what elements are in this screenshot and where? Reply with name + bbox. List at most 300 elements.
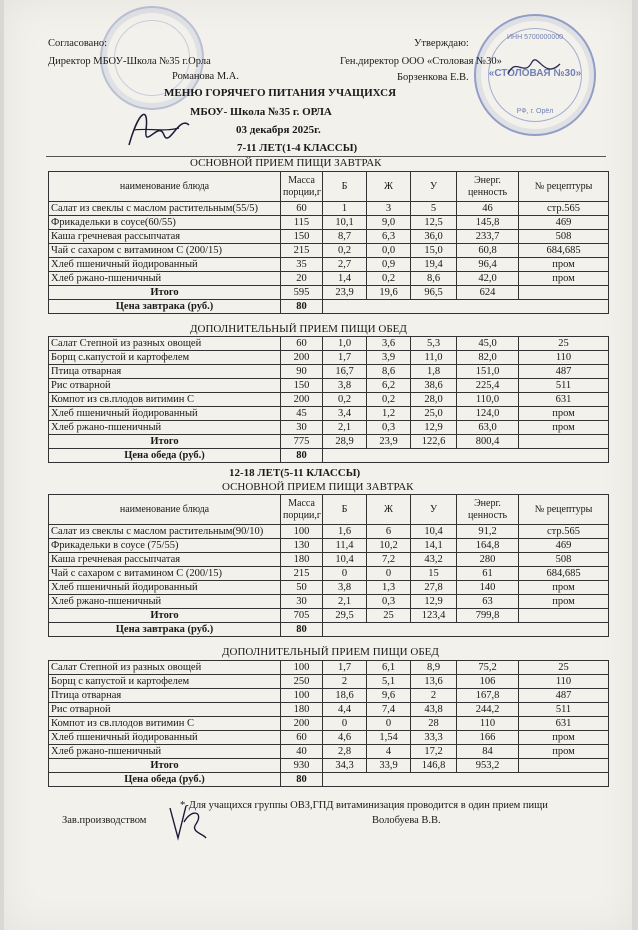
total-fats: 23,9 bbox=[367, 435, 411, 449]
col-name-header: наименование блюда bbox=[49, 495, 281, 525]
dish-proteins: 1,7 bbox=[323, 661, 367, 675]
dish-recipe: 110 bbox=[519, 351, 609, 365]
dish-fats: 0 bbox=[367, 717, 411, 731]
dish-proteins: 10,1 bbox=[323, 216, 367, 230]
dish-mass: 100 bbox=[281, 689, 323, 703]
dish-fats: 3,6 bbox=[367, 337, 411, 351]
dish-fats: 1,54 bbox=[367, 731, 411, 745]
col-zh-header: Ж bbox=[367, 172, 411, 202]
dish-recipe: пром bbox=[519, 745, 609, 759]
dish-proteins: 1,6 bbox=[323, 525, 367, 539]
gendirector-signature bbox=[504, 50, 564, 84]
dish-row bbox=[49, 539, 609, 553]
dish-name: Салат Степной из разных овощей bbox=[49, 337, 281, 351]
dish-energy: 84 bbox=[457, 745, 519, 759]
dish-row bbox=[49, 393, 609, 407]
total-proteins: 28,9 bbox=[323, 435, 367, 449]
dish-energy: 280 bbox=[457, 553, 519, 567]
price-value: 80 bbox=[281, 623, 323, 637]
dish-fats: 10,2 bbox=[367, 539, 411, 553]
dish-recipe: стр.565 bbox=[519, 202, 609, 216]
dish-mass: 60 bbox=[281, 202, 323, 216]
dish-name: Хлеб ржано-пшеничный bbox=[49, 272, 281, 286]
dish-fats: 0 bbox=[367, 567, 411, 581]
total-proteins: 29,5 bbox=[323, 609, 367, 623]
group2-lunch-title: ДОПОЛНИТЕЛЬНЫЙ ПРИЕМ ПИЩИ ОБЕД bbox=[222, 646, 439, 658]
total-carbs: 123,4 bbox=[411, 609, 457, 623]
production-head-signature bbox=[164, 798, 210, 846]
dish-fats: 0,0 bbox=[367, 244, 411, 258]
dish-proteins: 4,4 bbox=[323, 703, 367, 717]
dish-proteins: 1,0 bbox=[323, 337, 367, 351]
total-row bbox=[49, 286, 609, 300]
dish-energy: 145,8 bbox=[457, 216, 519, 230]
total-energy: 624 bbox=[457, 286, 519, 300]
dish-proteins: 1,4 bbox=[323, 272, 367, 286]
total-row bbox=[49, 759, 609, 773]
dish-energy: 164,8 bbox=[457, 539, 519, 553]
dish-carbs: 38,6 bbox=[411, 379, 457, 393]
dish-fats: 1,3 bbox=[367, 581, 411, 595]
production-head-name: Волобуева В.В. bbox=[372, 815, 441, 826]
dish-mass: 20 bbox=[281, 272, 323, 286]
dish-name: Рис отварной bbox=[49, 379, 281, 393]
price-value: 80 bbox=[281, 300, 323, 314]
dish-recipe: пром bbox=[519, 731, 609, 745]
dish-row bbox=[49, 731, 609, 745]
dish-row bbox=[49, 745, 609, 759]
director-signature bbox=[124, 100, 194, 160]
dish-energy: 124,0 bbox=[457, 407, 519, 421]
dish-carbs: 1,8 bbox=[411, 365, 457, 379]
dish-name: Салат из свеклы с маслом растительным(55/5) bbox=[49, 202, 281, 216]
dish-energy: 110,0 bbox=[457, 393, 519, 407]
col-energy-header: Энерг. ценность bbox=[457, 172, 519, 202]
price-label: Цена завтрака (руб.) bbox=[49, 300, 281, 314]
footnote: *-Для учащихся группы ОВЗ,ГПД витаминизация проводится в один прием пищи bbox=[180, 800, 548, 811]
total-recipe bbox=[519, 435, 609, 449]
dish-proteins: 1,7 bbox=[323, 351, 367, 365]
dish-energy: 82,0 bbox=[457, 351, 519, 365]
dish-name: Рис отварной bbox=[49, 703, 281, 717]
dish-mass: 50 bbox=[281, 581, 323, 595]
col-b-header: Б bbox=[323, 495, 367, 525]
dish-row bbox=[49, 675, 609, 689]
total-energy: 953,2 bbox=[457, 759, 519, 773]
total-row bbox=[49, 435, 609, 449]
dish-mass: 215 bbox=[281, 567, 323, 581]
dish-proteins: 16,7 bbox=[323, 365, 367, 379]
dish-mass: 60 bbox=[281, 731, 323, 745]
price-row bbox=[49, 773, 609, 787]
col-u-header: У bbox=[411, 172, 457, 202]
dish-name: Птица отварная bbox=[49, 689, 281, 703]
group2-title: 12-18 ЛЕТ(5-11 КЛАССЫ) bbox=[229, 467, 361, 479]
total-mass: 930 bbox=[281, 759, 323, 773]
group1-breakfast-title: ОСНОВНОЙ ПРИЕМ ПИЩИ ЗАВТРАК bbox=[190, 157, 382, 169]
dish-name: Фрикадельки в соусе (75/55) bbox=[49, 539, 281, 553]
dish-row bbox=[49, 595, 609, 609]
dish-row bbox=[49, 365, 609, 379]
dish-proteins: 18,6 bbox=[323, 689, 367, 703]
dish-recipe: 508 bbox=[519, 553, 609, 567]
dish-mass: 40 bbox=[281, 745, 323, 759]
menu-title: МЕНЮ ГОРЯЧЕГО ПИТАНИЯ УЧАЩИХСЯ bbox=[164, 87, 397, 99]
dish-recipe: стр.565 bbox=[519, 525, 609, 539]
dish-carbs: 28 bbox=[411, 717, 457, 731]
dish-mass: 200 bbox=[281, 351, 323, 365]
dish-mass: 90 bbox=[281, 365, 323, 379]
dish-fats: 0,3 bbox=[367, 595, 411, 609]
col-recipe-header: № рецептуры bbox=[519, 495, 609, 525]
price-row bbox=[49, 623, 609, 637]
dish-fats: 7,2 bbox=[367, 553, 411, 567]
dish-energy: 140 bbox=[457, 581, 519, 595]
dish-recipe: 25 bbox=[519, 661, 609, 675]
dish-fats: 0,2 bbox=[367, 393, 411, 407]
left-approval-label: Согласовано: bbox=[48, 38, 108, 49]
dish-recipe: 110 bbox=[519, 675, 609, 689]
group2-breakfast-table bbox=[48, 494, 609, 637]
dish-energy: 106 bbox=[457, 675, 519, 689]
dish-row bbox=[49, 421, 609, 435]
dish-recipe: пром bbox=[519, 581, 609, 595]
total-fats: 33,9 bbox=[367, 759, 411, 773]
right-approval-position: Ген.директор ООО «Столовая №30» bbox=[340, 56, 502, 67]
dish-proteins: 3,4 bbox=[323, 407, 367, 421]
dish-carbs: 33,3 bbox=[411, 731, 457, 745]
left-approval-position: Директор МБОУ-Школа №35 г.Орла bbox=[48, 56, 211, 67]
dish-fats: 6,3 bbox=[367, 230, 411, 244]
dish-mass: 60 bbox=[281, 337, 323, 351]
dish-recipe: 487 bbox=[519, 365, 609, 379]
dish-fats: 0,3 bbox=[367, 421, 411, 435]
dish-mass: 200 bbox=[281, 393, 323, 407]
dish-recipe: 684,685 bbox=[519, 567, 609, 581]
dish-fats: 6,2 bbox=[367, 379, 411, 393]
total-carbs: 96,5 bbox=[411, 286, 457, 300]
dish-carbs: 5 bbox=[411, 202, 457, 216]
dish-recipe: 508 bbox=[519, 230, 609, 244]
dish-proteins: 3,8 bbox=[323, 379, 367, 393]
dish-row bbox=[49, 689, 609, 703]
dish-carbs: 2 bbox=[411, 689, 457, 703]
price-filler bbox=[323, 300, 609, 314]
dish-proteins: 0 bbox=[323, 717, 367, 731]
total-mass: 705 bbox=[281, 609, 323, 623]
dish-name: Салат из свеклы с маслом растительным(90/10) bbox=[49, 525, 281, 539]
dish-name: Хлеб ржано-пшеничный bbox=[49, 421, 281, 435]
dish-carbs: 14,1 bbox=[411, 539, 457, 553]
col-name-header: наименование блюда bbox=[49, 172, 281, 202]
price-value: 80 bbox=[281, 449, 323, 463]
price-filler bbox=[323, 773, 609, 787]
group1-lunch-title: ДОПОЛНИТЕЛЬНЫЙ ПРИЕМ ПИЩИ ОБЕД bbox=[190, 323, 407, 335]
dish-fats: 0,9 bbox=[367, 258, 411, 272]
dish-proteins: 0,2 bbox=[323, 393, 367, 407]
total-label: Итого bbox=[49, 759, 281, 773]
dish-fats: 6,1 bbox=[367, 661, 411, 675]
dish-carbs: 15,0 bbox=[411, 244, 457, 258]
dish-energy: 63,0 bbox=[457, 421, 519, 435]
dish-name: Хлеб ржано-пшеничный bbox=[49, 595, 281, 609]
dish-proteins: 10,4 bbox=[323, 553, 367, 567]
dish-name: Хлеб пшеничный йодированный bbox=[49, 581, 281, 595]
dish-mass: 150 bbox=[281, 230, 323, 244]
price-value: 80 bbox=[281, 773, 323, 787]
dish-row bbox=[49, 258, 609, 272]
dish-proteins: 2,7 bbox=[323, 258, 367, 272]
dish-name: Салат Степной из разных овощей bbox=[49, 661, 281, 675]
dish-carbs: 10,4 bbox=[411, 525, 457, 539]
dish-proteins: 2,1 bbox=[323, 421, 367, 435]
col-zh-header: Ж bbox=[367, 495, 411, 525]
dish-name: Чай с сахаром с витамином С (200/15) bbox=[49, 567, 281, 581]
group1-lunch-table bbox=[48, 336, 609, 463]
dish-fats: 3,9 bbox=[367, 351, 411, 365]
header-row bbox=[49, 172, 609, 202]
dish-proteins: 2,8 bbox=[323, 745, 367, 759]
dish-name: Фрикадельки в соусе(60/55) bbox=[49, 216, 281, 230]
dish-row bbox=[49, 244, 609, 258]
dish-recipe: 631 bbox=[519, 393, 609, 407]
total-label: Итого bbox=[49, 286, 281, 300]
col-mass-header: Масса порции,г bbox=[281, 495, 323, 525]
dish-carbs: 15 bbox=[411, 567, 457, 581]
dish-carbs: 28,0 bbox=[411, 393, 457, 407]
dish-energy: 46 bbox=[457, 202, 519, 216]
dish-energy: 42,0 bbox=[457, 272, 519, 286]
dish-name: Каша гречневая рассыпчатая bbox=[49, 230, 281, 244]
dish-energy: 61 bbox=[457, 567, 519, 581]
stamp-name: «СТОЛОВАЯ №30» bbox=[488, 68, 582, 79]
total-carbs: 146,8 bbox=[411, 759, 457, 773]
dish-carbs: 43,8 bbox=[411, 703, 457, 717]
total-proteins: 23,9 bbox=[323, 286, 367, 300]
dish-carbs: 17,2 bbox=[411, 745, 457, 759]
dish-name: Чай с сахаром с витамином С (200/15) bbox=[49, 244, 281, 258]
group2-breakfast-title: ОСНОВНОЙ ПРИЕМ ПИЩИ ЗАВТРАК bbox=[222, 481, 414, 493]
dish-carbs: 27,8 bbox=[411, 581, 457, 595]
left-approval-name: Романова М.А. bbox=[172, 71, 240, 82]
dish-row bbox=[49, 379, 609, 393]
dish-name: Хлеб ржано-пшеничный bbox=[49, 745, 281, 759]
dish-name: Хлеб пшеничный йодированный bbox=[49, 407, 281, 421]
group1-title: 7-11 ЛЕТ(1-4 КЛАССЫ) bbox=[237, 142, 358, 154]
col-mass-header: Масса порции,г bbox=[281, 172, 323, 202]
dish-fats: 0,2 bbox=[367, 272, 411, 286]
dish-name: Компот из св.плодов витимин С bbox=[49, 717, 281, 731]
price-filler bbox=[323, 623, 609, 637]
dish-carbs: 12,9 bbox=[411, 421, 457, 435]
dish-recipe: пром bbox=[519, 595, 609, 609]
dish-row bbox=[49, 202, 609, 216]
right-approval-label: Утверждаю: bbox=[414, 38, 469, 49]
dish-carbs: 43,2 bbox=[411, 553, 457, 567]
right-approval-name: Борзенкова Е.В. bbox=[397, 72, 469, 83]
dish-recipe: 469 bbox=[519, 539, 609, 553]
dish-mass: 30 bbox=[281, 595, 323, 609]
dish-mass: 150 bbox=[281, 379, 323, 393]
stamp-city: РФ, г. Орёл bbox=[516, 108, 554, 115]
dish-recipe: пром bbox=[519, 272, 609, 286]
dish-fats: 5,1 bbox=[367, 675, 411, 689]
dish-recipe: 487 bbox=[519, 689, 609, 703]
dish-carbs: 19,4 bbox=[411, 258, 457, 272]
dish-carbs: 25,0 bbox=[411, 407, 457, 421]
dish-energy: 60,8 bbox=[457, 244, 519, 258]
dish-mass: 180 bbox=[281, 553, 323, 567]
dish-row bbox=[49, 216, 609, 230]
dish-recipe: 511 bbox=[519, 703, 609, 717]
dish-proteins: 0,2 bbox=[323, 244, 367, 258]
dish-mass: 35 bbox=[281, 258, 323, 272]
total-recipe bbox=[519, 286, 609, 300]
dish-recipe: 25 bbox=[519, 337, 609, 351]
dish-mass: 180 bbox=[281, 703, 323, 717]
dish-energy: 45,0 bbox=[457, 337, 519, 351]
dish-mass: 100 bbox=[281, 661, 323, 675]
dish-carbs: 5,3 bbox=[411, 337, 457, 351]
col-energy-header: Энерг. ценность bbox=[457, 495, 519, 525]
dish-recipe: пром bbox=[519, 258, 609, 272]
dish-recipe: 511 bbox=[519, 379, 609, 393]
total-fats: 19,6 bbox=[367, 286, 411, 300]
total-label: Итого bbox=[49, 435, 281, 449]
dish-row bbox=[49, 717, 609, 731]
total-energy: 799,8 bbox=[457, 609, 519, 623]
dish-name: Борщ с капустой и картофелем bbox=[49, 675, 281, 689]
dish-recipe: 631 bbox=[519, 717, 609, 731]
dish-proteins: 4,6 bbox=[323, 731, 367, 745]
dish-name: Хлеб пшеничный йодированный bbox=[49, 731, 281, 745]
dish-fats: 4 bbox=[367, 745, 411, 759]
dish-carbs: 12,9 bbox=[411, 595, 457, 609]
dish-energy: 75,2 bbox=[457, 661, 519, 675]
dish-carbs: 12,5 bbox=[411, 216, 457, 230]
dish-mass: 100 bbox=[281, 525, 323, 539]
dish-energy: 63 bbox=[457, 595, 519, 609]
dish-energy: 167,8 bbox=[457, 689, 519, 703]
dish-recipe: 469 bbox=[519, 216, 609, 230]
dish-carbs: 36,0 bbox=[411, 230, 457, 244]
total-energy: 800,4 bbox=[457, 435, 519, 449]
dish-carbs: 13,6 bbox=[411, 675, 457, 689]
dish-row bbox=[49, 553, 609, 567]
header-row bbox=[49, 495, 609, 525]
dish-energy: 233,7 bbox=[457, 230, 519, 244]
dish-name: Птица отварная bbox=[49, 365, 281, 379]
dish-mass: 45 bbox=[281, 407, 323, 421]
price-filler bbox=[323, 449, 609, 463]
dish-name: Каша гречневая рассыпчатая bbox=[49, 553, 281, 567]
dish-mass: 130 bbox=[281, 539, 323, 553]
total-fats: 25 bbox=[367, 609, 411, 623]
dish-mass: 30 bbox=[281, 421, 323, 435]
dish-row bbox=[49, 525, 609, 539]
document-page bbox=[4, 0, 632, 930]
dish-energy: 96,4 bbox=[457, 258, 519, 272]
dish-proteins: 1 bbox=[323, 202, 367, 216]
dish-energy: 110 bbox=[457, 717, 519, 731]
dish-row bbox=[49, 351, 609, 365]
dish-row bbox=[49, 567, 609, 581]
dish-recipe: 684,685 bbox=[519, 244, 609, 258]
dish-row bbox=[49, 337, 609, 351]
dish-fats: 9,0 bbox=[367, 216, 411, 230]
dish-row bbox=[49, 661, 609, 675]
dish-energy: 151,0 bbox=[457, 365, 519, 379]
total-recipe bbox=[519, 609, 609, 623]
dish-fats: 6 bbox=[367, 525, 411, 539]
dish-mass: 250 bbox=[281, 675, 323, 689]
menu-date: 03 декабря 2025г. bbox=[236, 124, 321, 136]
dish-proteins: 11,4 bbox=[323, 539, 367, 553]
total-mass: 775 bbox=[281, 435, 323, 449]
stamp-inn: ИНН 5700000000 bbox=[506, 34, 564, 41]
dish-energy: 166 bbox=[457, 731, 519, 745]
total-carbs: 122,6 bbox=[411, 435, 457, 449]
dish-carbs: 8,6 bbox=[411, 272, 457, 286]
dish-energy: 225,4 bbox=[457, 379, 519, 393]
dish-name: Хлеб пшеничный йодированный bbox=[49, 258, 281, 272]
dish-mass: 200 bbox=[281, 717, 323, 731]
dish-proteins: 8,7 bbox=[323, 230, 367, 244]
dish-fats: 1,2 bbox=[367, 407, 411, 421]
dish-proteins: 0 bbox=[323, 567, 367, 581]
price-label: Цена обеда (руб.) bbox=[49, 449, 281, 463]
dish-energy: 244,2 bbox=[457, 703, 519, 717]
dish-name: Компот из св.плодов витимин С bbox=[49, 393, 281, 407]
dish-recipe: пром bbox=[519, 421, 609, 435]
total-mass: 595 bbox=[281, 286, 323, 300]
dish-carbs: 8,9 bbox=[411, 661, 457, 675]
total-proteins: 34,3 bbox=[323, 759, 367, 773]
dish-row bbox=[49, 581, 609, 595]
dish-fats: 8,6 bbox=[367, 365, 411, 379]
dish-fats: 9,6 bbox=[367, 689, 411, 703]
dish-fats: 3 bbox=[367, 202, 411, 216]
dish-row bbox=[49, 703, 609, 717]
col-b-header: Б bbox=[323, 172, 367, 202]
price-row bbox=[49, 449, 609, 463]
group2-lunch-table bbox=[48, 660, 609, 787]
dish-proteins: 2,1 bbox=[323, 595, 367, 609]
dish-mass: 215 bbox=[281, 244, 323, 258]
dish-row bbox=[49, 272, 609, 286]
col-recipe-header: № рецептуры bbox=[519, 172, 609, 202]
dish-proteins: 2 bbox=[323, 675, 367, 689]
dish-carbs: 11,0 bbox=[411, 351, 457, 365]
dish-row bbox=[49, 230, 609, 244]
price-label: Цена завтрака (руб.) bbox=[49, 623, 281, 637]
price-row bbox=[49, 300, 609, 314]
total-label: Итого bbox=[49, 609, 281, 623]
dish-energy: 91,2 bbox=[457, 525, 519, 539]
dish-fats: 7,4 bbox=[367, 703, 411, 717]
dish-proteins: 3,8 bbox=[323, 581, 367, 595]
group1-breakfast-table bbox=[48, 171, 609, 314]
production-head-label: Зав.производством bbox=[62, 815, 147, 826]
dish-mass: 115 bbox=[281, 216, 323, 230]
price-label: Цена обеда (руб.) bbox=[49, 773, 281, 787]
dish-recipe: пром bbox=[519, 407, 609, 421]
dish-row bbox=[49, 407, 609, 421]
dish-name: Борщ с.капустой и картофелем bbox=[49, 351, 281, 365]
school-title: МБОУ- Школа №35 г. ОРЛА bbox=[190, 106, 332, 118]
total-recipe bbox=[519, 759, 609, 773]
total-row bbox=[49, 609, 609, 623]
